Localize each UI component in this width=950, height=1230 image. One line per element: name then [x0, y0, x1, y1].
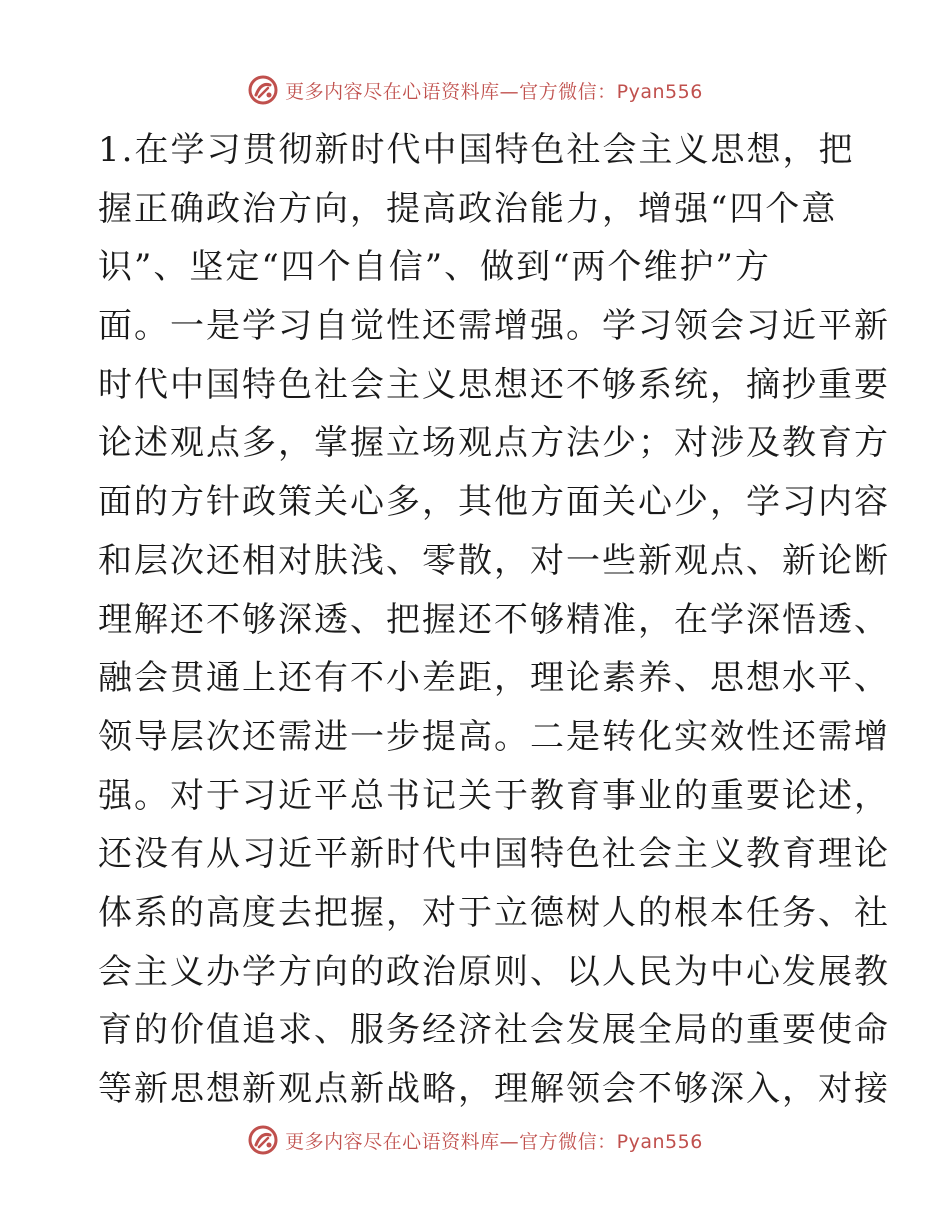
- text-line: 会主义办学方向的政治原则、以人民为中心发展教: [98, 951, 890, 992]
- text-line: 识”、坚定“四个自信”、做到“两个维护”方: [98, 247, 771, 288]
- text-line: 还没有从习近平新时代中国特色社会主义教育理论: [98, 834, 890, 875]
- text-line: 强。对于习近平总书记关于教育事业的重要论述，: [98, 775, 890, 816]
- text-line: 时代中国特色社会主义思想还不够系统，摘抄重要: [98, 364, 890, 405]
- article-body: [98, 121, 890, 1119]
- text-line: 理解还不够深透、把握还不够精准，在学深悟透、: [98, 599, 890, 640]
- text-line: 1.在学习贯彻新时代中国特色社会主义思想，把: [98, 130, 855, 170]
- text-line: 面。一是学习自觉性还需增强。学习领会习近平新: [98, 306, 890, 347]
- text-line: 领导层次还需进一步提高。二是转化实效性还需增: [98, 716, 890, 757]
- text-line: 论述观点多，掌握立场观点方法少；对涉及教育方: [98, 423, 890, 464]
- text-line: 体系的高度去把握，对于立德树人的根本任务、社: [98, 892, 890, 933]
- text-line: 等新思想新观点新战略，理解领会不够深入，对接: [98, 1069, 890, 1109]
- text-line: 面的方针政策关心多，其他方面关心少，学习内容: [98, 482, 890, 523]
- text-line: 握正确政治方向，提高政治能力，增强“四个意: [98, 188, 838, 229]
- header-banner-text: 更多内容尽在心语资料库—官方微信：Pyan556: [285, 80, 703, 103]
- text-line: 融会贯通上还有不小差距，理论素养、思想水平、: [98, 658, 890, 699]
- seal-logo-icon: [247, 74, 279, 106]
- header-banner: [0, 70, 950, 110]
- text-line: 育的价值追求、服务经济社会发展全局的重要使命: [98, 1010, 890, 1051]
- footer-banner-text: 更多内容尽在心语资料库—官方微信：Pyan556: [285, 1130, 703, 1153]
- seal-logo-icon: [247, 1124, 279, 1156]
- text-line: 和层次还相对肤浅、零散，对一些新观点、新论断: [98, 540, 890, 581]
- footer-banner: [0, 1120, 950, 1160]
